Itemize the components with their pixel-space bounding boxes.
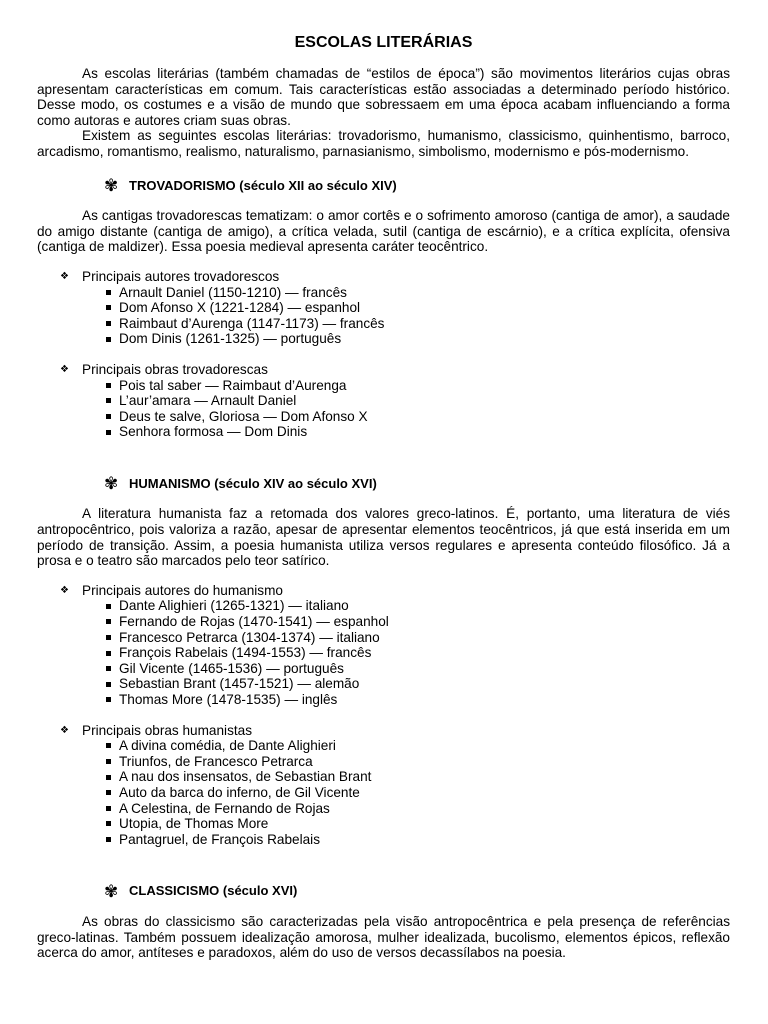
list-item: Dom Dinis (1261-1325) — português <box>106 331 730 347</box>
list-item: A Celestina, de Fernando de Rojas <box>106 801 730 817</box>
list-item: Raimbaut d’Aurenga (1147-1173) — francês <box>106 316 730 332</box>
square-bullet-icon <box>106 604 111 609</box>
section-heading <box>104 883 730 899</box>
list-item: François Rabelais (1494-1553) — francês <box>106 645 730 661</box>
section-humanismo <box>37 476 730 847</box>
square-bullet-icon <box>106 837 111 842</box>
list-group-item <box>60 362 730 440</box>
list-item: Triunfos, de Francesco Petrarca <box>106 754 730 770</box>
list-item: Dante Alighieri (1265-1321) — italiano <box>106 598 730 614</box>
list-item: L’aur’amara — Arnault Daniel <box>106 393 730 409</box>
section-heading-text: CLASSICISMO (século XVI) <box>129 883 298 899</box>
square-bullet-icon <box>106 697 111 702</box>
list-item: A nau dos insensatos, de Sebastian Brant <box>106 769 730 785</box>
square-bullet-icon <box>106 775 111 780</box>
square-bullet-icon <box>106 806 111 811</box>
list-group-item <box>60 723 730 848</box>
list-item: Pois tal saber — Raimbaut d’Aurenga <box>106 378 730 394</box>
diamond-bullet-icon: ❖ <box>60 724 69 736</box>
section-heading <box>104 175 730 195</box>
square-bullet-icon <box>106 383 111 388</box>
list-item: Thomas More (1478-1535) — inglês <box>106 692 730 708</box>
list-item: Sebastian Brant (1457-1521) — alemão <box>106 676 730 692</box>
square-bullet-icon <box>106 743 111 748</box>
list-item: Fernando de Rojas (1470-1541) — espanhol <box>106 614 730 630</box>
list-group <box>37 269 730 440</box>
square-bullet-icon <box>106 759 111 764</box>
page-title: ESCOLAS LITERÁRIAS <box>294 34 473 51</box>
intro <box>37 66 730 160</box>
square-bullet-icon <box>106 619 111 624</box>
list-group-item <box>60 269 730 347</box>
diamond-bullet-icon: ❖ <box>60 585 69 597</box>
list-group-label: Principais obras trovadorescas <box>82 361 268 377</box>
list-item: Dom Afonso X (1221-1284) — espanhol <box>106 300 730 316</box>
square-bullet-icon <box>106 821 111 826</box>
section-paragraph: As obras do classicismo são caracterizadas pela visão antropocêntrica e pela presença de referências greco-latinas. Também possuem idealização amorosa, mulher idealizada, bucolismo, elementos épicos, reflexão acerca do amor, antíteses e paradoxos, além do uso de versos decassílabos na poesia. <box>37 913 730 961</box>
diamond-bullet-icon: ❖ <box>60 364 69 376</box>
list-item: Gil Vicente (1465-1536) — português <box>106 661 730 677</box>
list-item: Francesco Petrarca (1304-1374) — italiano <box>106 630 730 646</box>
intro-paragraph-1: As escolas literárias (também chamadas de “estilos de época”) são movimentos literários cujas obras apresentam características em comum. Tais características estão associadas a determinado período histórico. Desse modo, os costumes e a visão de mundo que sobressaem em uma época acabam influenciando a forma como autoras e autores criam suas obras. <box>37 66 730 128</box>
square-bullet-icon <box>106 666 111 671</box>
square-bullet-icon <box>106 321 111 326</box>
section-paragraph: As cantigas trovadorescas tematizam: o amor cortês e o sofrimento amoroso (cantiga de amor), a saudade do amigo distante (cantiga de amigo), a crítica velada, sutil (cantiga de escárnio), e a crítica explícita, ofensiva (cantiga de maldizer). Essa poesia medieval apresenta caráter teocêntrico. <box>37 208 730 255</box>
section-heading-text: HUMANISMO (século XIV ao século XVI) <box>129 475 377 491</box>
list-group-label: Principais autores do humanismo <box>82 582 283 598</box>
list-group <box>37 583 730 848</box>
square-bullet-icon <box>106 651 111 656</box>
flower-icon: ✾ <box>104 881 119 901</box>
square-bullet-icon <box>106 430 111 435</box>
square-bullet-icon <box>106 790 111 795</box>
list-item: Senhora formosa — Dom Dinis <box>106 424 730 440</box>
list-group-label: Principais obras humanistas <box>82 722 253 738</box>
list-item: Auto da barca do inferno, de Gil Vicente <box>106 785 730 801</box>
list-item: Utopia, de Thomas More <box>106 816 730 832</box>
section-trovadorismo <box>37 175 730 440</box>
list-item: Deus te salve, Gloriosa — Dom Afonso X <box>106 409 730 425</box>
section-heading <box>104 476 730 492</box>
square-bullet-icon <box>106 682 111 687</box>
intro-paragraph-2: Existem as seguintes escolas literárias: trovadorismo, humanismo, classicismo, quinhentismo, barroco, arcadismo, romantismo, realismo, naturalismo, parnasianismo, simbolismo, modernismo e pós-modernismo. <box>37 128 730 159</box>
section-paragraph: A literatura humanista faz a retomada dos valores greco-latinos. É, portanto, uma literatura de viés antropocêntrico, pois valoriza a razão, apesar de apresentar elementos teocêntricos, já que está inserida em um período de transição. Assim, a poesia humanista utiliza versos regulares e apresenta conteúdo filosófico. Já a prosa e o teatro são marcados pelo teor satírico. <box>37 506 730 569</box>
list-group-label: Principais autores trovadorescos <box>82 268 280 284</box>
square-bullet-icon <box>106 337 111 342</box>
list-item: Arnault Daniel (1150-1210) — francês <box>106 285 730 301</box>
flower-icon: ✾ <box>104 474 119 494</box>
square-bullet-icon <box>106 305 111 310</box>
square-bullet-icon <box>106 414 111 419</box>
square-bullet-icon <box>106 635 111 640</box>
square-bullet-icon <box>106 398 111 403</box>
list-group-item <box>60 583 730 708</box>
section-heading-text: TROVADORISMO (século XII ao século XIV) <box>129 177 397 193</box>
diamond-bullet-icon: ❖ <box>60 271 69 283</box>
list-item: A divina comédia, de Dante Alighieri <box>106 738 730 754</box>
section-classicismo <box>37 883 730 960</box>
square-bullet-icon <box>106 290 111 295</box>
list-item: Pantagruel, de François Rabelais <box>106 832 730 848</box>
flower-icon: ✾ <box>104 175 119 195</box>
